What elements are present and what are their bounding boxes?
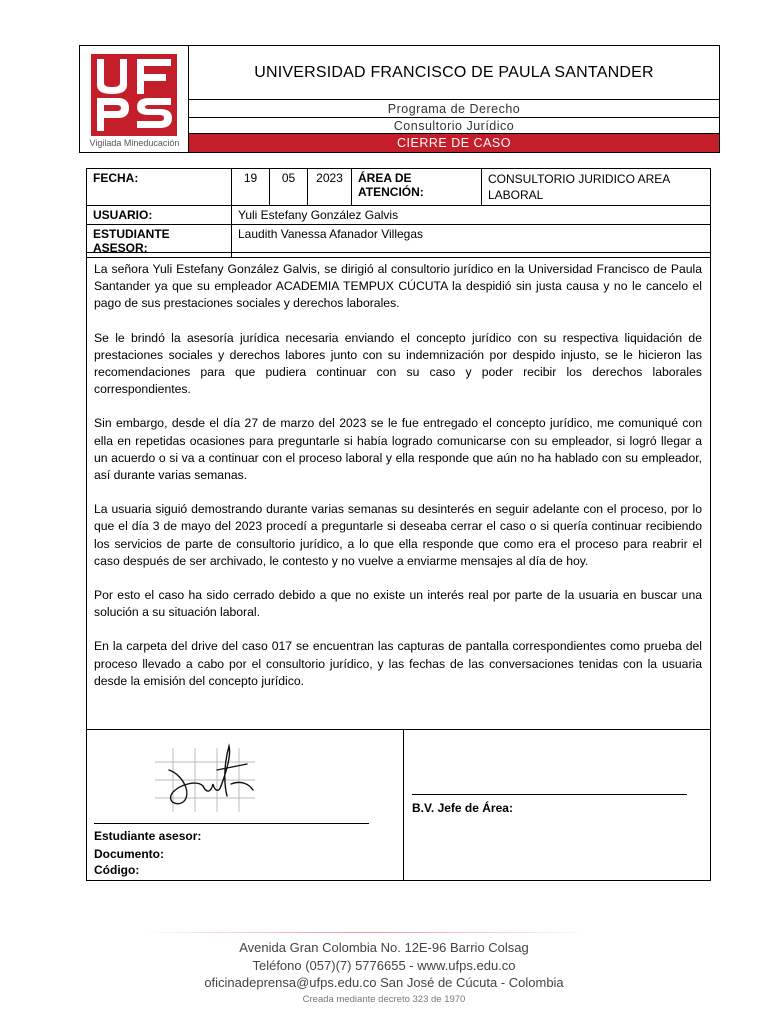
signature-line-left: [94, 823, 369, 824]
office-label: Consultorio Jurídico: [189, 118, 719, 134]
asesor-label: ESTUDIANTE ASESOR:: [87, 225, 232, 258]
paragraph-2: Se le brindó la asesoría jurídica necesaria enviando el concepto jurídico con su respectiva liquidación de prestaciones sociales y derechos labores junto con su indemnización por despido injusto, se le hicieron las recomendaciones para que pudiera continuar con su caso y poder recibir los derechos laborales correspondientes.: [94, 330, 702, 397]
signature-left: [87, 730, 404, 880]
paragraph-5: Por esto el caso ha sido cerrado debido a que no existe un interés real por parte de la usuaria en buscar una solución a su situación laboral.: [94, 588, 702, 620]
case-info-table: [86, 168, 711, 258]
footer-divider: [140, 932, 590, 933]
footer-email: oficinadeprensa@ufps.edu.co San José de Cúcuta - Colombia: [204, 975, 564, 990]
paragraph-6: En la carpeta del drive del caso 017 se encuentran las capturas de pantalla correspondientes como prueba del proceso llevado a cabo por el consultorio jurídico, y las fechas de las conversaciones tenidas con la usuaria desde la emisión del concepto jurídico.: [94, 639, 702, 688]
area-value: CONSULTORIO JURIDICO AREA LABORAL: [482, 169, 711, 206]
table-row: [87, 169, 711, 206]
signature-line-right: [412, 794, 687, 795]
document-label: Documento:: [94, 847, 164, 861]
student-advisor-label: Estudiante asesor:: [94, 829, 202, 843]
usuario-label: USUARIO:: [87, 206, 232, 225]
doc-type-banner: CIERRE DE CASO: [189, 134, 719, 152]
fecha-day: 19: [232, 169, 270, 206]
university-title: UNIVERSIDAD FRANCISCO DE PAULA SANTANDER: [189, 46, 719, 100]
fecha-year: 2023: [308, 169, 352, 206]
ufps-logo-icon: [91, 54, 177, 136]
usuario-value: Yuli Estefany González Galvis: [232, 206, 711, 225]
paragraph-4: La usuaria siguió demostrando durante varias semanas su desinterés en seguir adelante con el proceso, por lo que el día 3 de mayo del 2023 procedí a preguntarle si deseaba cerrar el caso o si quería continuar recibiendo los servicios de parte de consultorio jurídico, a lo que ella responde que como era el proceso para reabrir el caso después de ser archivado, le contesto y no vuelve a enviarme mensajes al día de hoy.: [94, 502, 702, 568]
logo-cell: [80, 46, 189, 152]
logo-caption: Vigilada Mineducación: [89, 138, 180, 148]
footer-decree: Creada mediante decreto 323 de 1970: [302, 994, 466, 1005]
document-header: [79, 45, 720, 153]
area-label: ÁREA DE ATENCIÓN:: [352, 169, 482, 206]
paragraph-3: Sin embargo, desde el día 27 de marzo del 2023 se le fue entregado el concepto jurídico, me comuniqué con ella en repetidas ocasiones para preguntarle si había logrado comunicarse con su empleador, si logró llegar a un acuerdo o si va a continuar con el proceso laboral y ella responde que aún no ha hablado con su empleador, así durante varias semanas.: [94, 416, 702, 483]
table-row: [87, 206, 711, 225]
code-label: Código:: [94, 863, 140, 877]
case-narrative: [86, 252, 711, 730]
handwritten-signature-icon: [151, 740, 261, 816]
fecha-month: 05: [270, 169, 308, 206]
footer-address: Avenida Gran Colombia No. 12E-96 Barrio Colsag: [239, 940, 529, 955]
signature-section: [86, 730, 711, 881]
signature-right: [404, 730, 710, 880]
area-head-label: B.V. Jefe de Área:: [412, 801, 513, 815]
paragraph-1: La señora Yuli Estefany González Galvis, se dirigió al consultorio jurídico en la Universidad Francisco de Paula Santander ya que su empleador ACADEMIA TEMPUX CÚCUTA la despidió sin justa causa y no le cancelo el pago de sus prestaciones sociales y derechos laborales.: [94, 262, 702, 311]
fecha-label: FECHA:: [87, 169, 232, 206]
program-label: Programa de Derecho: [189, 100, 719, 118]
footer-phone: Teléfono (057)(7) 5776655 - www.ufps.edu.co: [252, 958, 516, 973]
asesor-value: Laudith Vanessa Afanador Villegas: [232, 225, 711, 258]
